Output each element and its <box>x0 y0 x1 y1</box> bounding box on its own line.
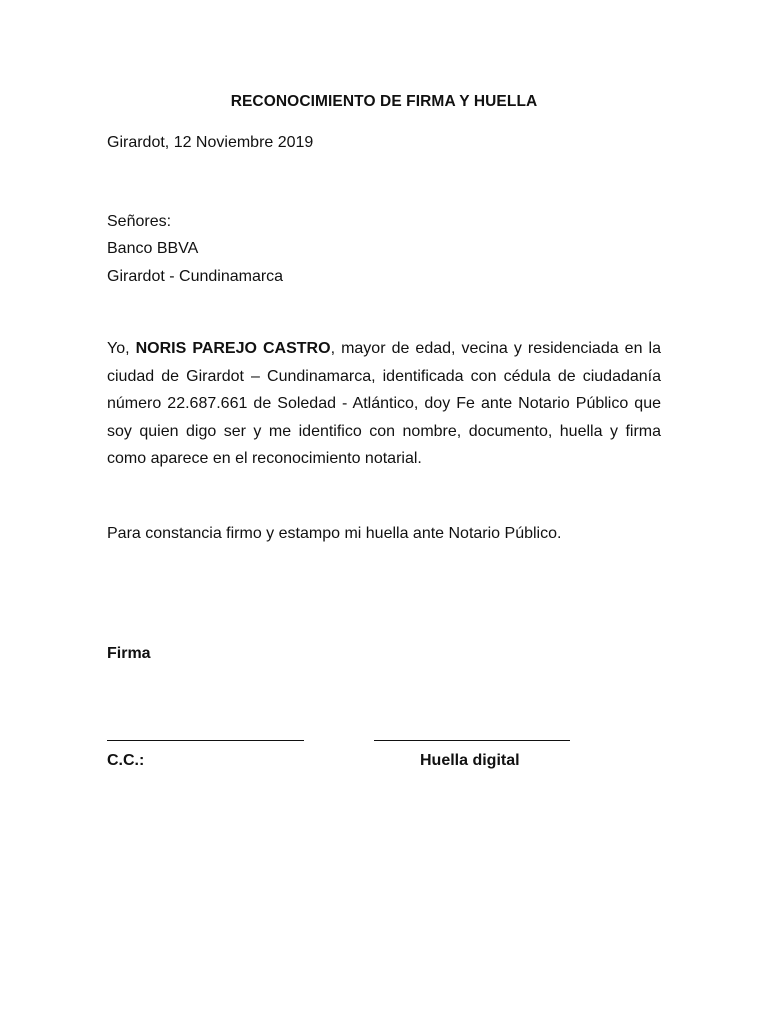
id-number-label: C.C.: <box>107 752 145 769</box>
date-line: Girardot, 12 Noviembre 2019 <box>107 134 314 151</box>
body-paragraph <box>107 335 661 473</box>
body-text: , mayor de edad, vecina y residenciada en la ciudad de Girardot – Cundinamarca, identificada con cédula de ciudadanía número 22.687.661 de Soledad - Atlántico, doy Fe ante Notario Público que soy quien digo ser y me identifico con nombre, documento, huella y firma como aparece en el reconocimiento notarial. <box>107 340 661 467</box>
body-prefix: Yo, <box>107 340 136 357</box>
document-title: RECONOCIMIENTO DE FIRMA Y HUELLA <box>230 93 538 110</box>
signer-name: NORIS PAREJO CASTRO <box>135 340 331 357</box>
constancia-line: Para constancia firmo y estampo mi huella ante Notario Público. <box>107 525 562 542</box>
signature-label: Firma <box>107 645 151 662</box>
signature-line <box>107 740 304 741</box>
addressee-salutation: Señores: <box>107 213 172 230</box>
addressee-bank: Banco BBVA <box>107 240 199 257</box>
fingerprint-label: Huella digital <box>420 752 520 769</box>
fingerprint-line <box>374 740 570 741</box>
addressee-city: Girardot - Cundinamarca <box>107 268 284 285</box>
